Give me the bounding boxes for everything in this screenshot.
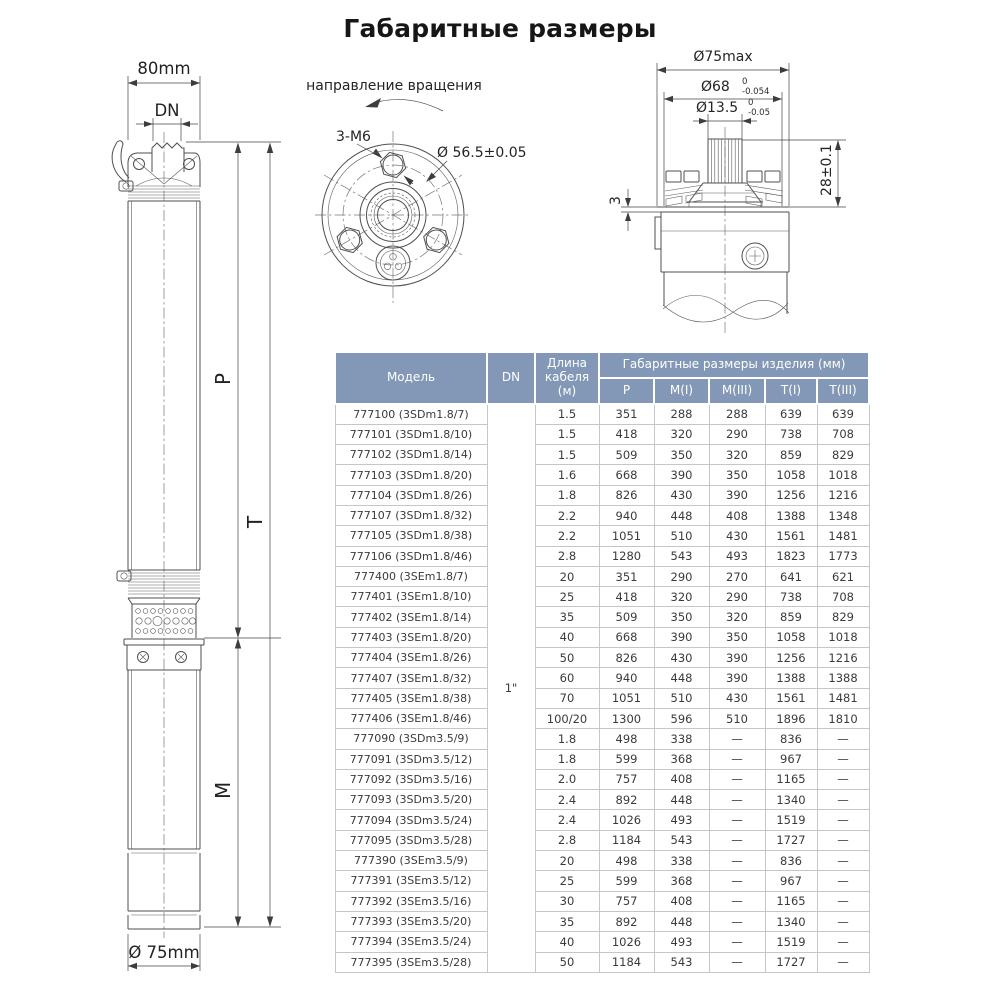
cell-m3: 350 — [709, 465, 765, 485]
cell-t1: 1561 — [765, 688, 817, 708]
cell-cable-length: 2.4 — [535, 790, 599, 810]
cell-t1: 1727 — [765, 830, 817, 850]
cell-cable-length: 70 — [535, 688, 599, 708]
cell-model: 777102 (3SDm1.8/14) — [335, 445, 487, 465]
cell-t3: 1810 — [817, 708, 869, 728]
rotation-direction-label: направление вращения — [306, 78, 482, 94]
cell-model: 777106 (3SDm1.8/46) — [335, 546, 487, 566]
cell-cable-length: 2.2 — [535, 526, 599, 546]
cell-t3: 1018 — [817, 465, 869, 485]
cell-cable-length: 30 — [535, 891, 599, 911]
cell-p: 1051 — [599, 526, 654, 546]
cell-t1: 1519 — [765, 932, 817, 952]
cell-p: 940 — [599, 668, 654, 688]
cell-t1: 967 — [765, 871, 817, 891]
cell-t1: 836 — [765, 729, 817, 749]
table-row — [335, 607, 869, 627]
cell-m1: 350 — [654, 445, 709, 465]
cell-t1: 639 — [765, 404, 817, 424]
cell-t1: 1561 — [765, 526, 817, 546]
cell-model: 777104 (3SDm1.8/26) — [335, 485, 487, 505]
cell-t1: 1165 — [765, 891, 817, 911]
header-m1: M(I) — [654, 378, 709, 404]
cell-cable-length: 1.5 — [535, 445, 599, 465]
cell-p: 668 — [599, 627, 654, 647]
dimensions-table-wrap — [334, 351, 868, 973]
cell-model: 777401 (3SEm1.8/10) — [335, 587, 487, 607]
cell-p: 1051 — [599, 688, 654, 708]
cell-m1: 448 — [654, 790, 709, 810]
dim-d13-tol-upper: 0 — [748, 98, 754, 108]
cell-t3: 1481 — [817, 688, 869, 708]
cell-model: 777105 (3SDm1.8/38) — [335, 526, 487, 546]
page-title: Габаритные размеры — [343, 14, 657, 43]
cell-cable-length: 1.8 — [535, 729, 599, 749]
cell-dn: 1" — [487, 404, 535, 972]
cell-p: 892 — [599, 790, 654, 810]
table-row — [335, 424, 869, 444]
cell-p: 826 — [599, 648, 654, 668]
cell-m1: 543 — [654, 952, 709, 972]
cell-cable-length: 50 — [535, 952, 599, 972]
cell-cable-length: 20 — [535, 851, 599, 871]
cell-model: 777404 (3SEm1.8/26) — [335, 648, 487, 668]
cell-p: 668 — [599, 465, 654, 485]
cell-t1: 738 — [765, 424, 817, 444]
dim-d68-tol-lower: -0.054 — [742, 87, 770, 97]
cell-m3: — — [709, 769, 765, 789]
dim-t-label: T — [243, 515, 267, 528]
cell-t1: 1388 — [765, 505, 817, 525]
cell-m3: — — [709, 790, 765, 810]
cell-p: 940 — [599, 505, 654, 525]
cell-m3: 430 — [709, 526, 765, 546]
dimensions-table — [334, 351, 870, 973]
cell-m1: 408 — [654, 769, 709, 789]
cell-model: 777095 (3SDm3.5/28) — [335, 830, 487, 850]
cell-m1: 320 — [654, 424, 709, 444]
cell-m3: — — [709, 952, 765, 972]
cell-m3: — — [709, 810, 765, 830]
cell-cable-length: 2.2 — [535, 505, 599, 525]
cell-p: 1184 — [599, 830, 654, 850]
cell-model: 777094 (3SDm3.5/24) — [335, 810, 487, 830]
cell-model: 777392 (3SEm3.5/16) — [335, 891, 487, 911]
cell-model: 777394 (3SEm3.5/24) — [335, 932, 487, 952]
cell-t3: — — [817, 851, 869, 871]
cell-model: 777090 (3SDm3.5/9) — [335, 729, 487, 749]
cell-m1: 596 — [654, 708, 709, 728]
cell-m1: 338 — [654, 851, 709, 871]
table-row — [335, 485, 869, 505]
cell-t1: 738 — [765, 587, 817, 607]
cell-cable-length: 40 — [535, 932, 599, 952]
cell-t3: — — [817, 729, 869, 749]
cell-p: 1280 — [599, 546, 654, 566]
table-row — [335, 810, 869, 830]
cell-t1: 1256 — [765, 485, 817, 505]
table-row — [335, 668, 869, 688]
cell-m3: 270 — [709, 566, 765, 586]
header-t1: T(I) — [765, 378, 817, 404]
pump-side-drawing — [85, 46, 300, 986]
cell-model: 777093 (3SDm3.5/20) — [335, 790, 487, 810]
cell-cable-length: 2.0 — [535, 769, 599, 789]
cell-p: 509 — [599, 607, 654, 627]
cell-t3: — — [817, 952, 869, 972]
cell-m3: — — [709, 830, 765, 850]
cell-t3: — — [817, 749, 869, 769]
cell-p: 757 — [599, 891, 654, 911]
table-header — [335, 352, 869, 404]
cell-t3: 1773 — [817, 546, 869, 566]
bolts-label: 3-M6 — [336, 129, 371, 145]
cell-t3: 708 — [817, 424, 869, 444]
cell-p: 1026 — [599, 810, 654, 830]
cell-model: 777391 (3SEm3.5/12) — [335, 871, 487, 891]
cell-m1: 338 — [654, 729, 709, 749]
cell-m1: 448 — [654, 668, 709, 688]
cell-model: 777107 (3SDm1.8/32) — [335, 505, 487, 525]
cell-t3: 1018 — [817, 627, 869, 647]
table-row — [335, 891, 869, 911]
cell-p: 498 — [599, 851, 654, 871]
cell-p: 498 — [599, 729, 654, 749]
cell-cable-length: 1.8 — [535, 485, 599, 505]
cell-m3: 350 — [709, 627, 765, 647]
cell-model: 777400 (3SEm1.8/7) — [335, 566, 487, 586]
cell-p: 1184 — [599, 952, 654, 972]
header-dn: DN — [487, 352, 535, 404]
cell-m3: 390 — [709, 648, 765, 668]
cell-m1: 493 — [654, 932, 709, 952]
header-model: Модель — [335, 352, 487, 404]
cell-cable-length: 100/20 — [535, 708, 599, 728]
cell-cable-length: 2.8 — [535, 830, 599, 850]
cell-t3: — — [817, 871, 869, 891]
cell-p: 599 — [599, 749, 654, 769]
cell-p: 826 — [599, 485, 654, 505]
cell-m3: 430 — [709, 688, 765, 708]
cell-cable-length: 1.8 — [535, 749, 599, 769]
cell-model: 777405 (3SEm1.8/38) — [335, 688, 487, 708]
cell-t3: 639 — [817, 404, 869, 424]
table-row — [335, 404, 869, 424]
cell-m3: 493 — [709, 546, 765, 566]
table-row — [335, 648, 869, 668]
cell-m1: 430 — [654, 648, 709, 668]
cell-t1: 1340 — [765, 790, 817, 810]
cell-model: 777101 (3SDm1.8/10) — [335, 424, 487, 444]
cell-p: 599 — [599, 871, 654, 891]
dim-d13-label: Ø13.5 — [696, 100, 739, 116]
cell-p: 1300 — [599, 708, 654, 728]
cell-cable-length: 1.5 — [535, 404, 599, 424]
cell-t1: 836 — [765, 851, 817, 871]
cell-m1: 290 — [654, 566, 709, 586]
cell-t1: 1165 — [765, 769, 817, 789]
cell-t3: 621 — [817, 566, 869, 586]
cell-m1: 510 — [654, 688, 709, 708]
cell-t1: 859 — [765, 607, 817, 627]
cell-model: 777092 (3SDm3.5/16) — [335, 769, 487, 789]
cell-cable-length: 25 — [535, 871, 599, 891]
cell-t1: 967 — [765, 749, 817, 769]
cell-cable-length: 2.8 — [535, 546, 599, 566]
cell-m3: 510 — [709, 708, 765, 728]
cell-m1: 320 — [654, 587, 709, 607]
dim-d13-tol-lower: -0.05 — [748, 108, 770, 118]
dim-d68-label: Ø68 — [701, 79, 730, 95]
dim-80mm-label: 80mm — [137, 59, 191, 78]
header-t3: T(III) — [817, 378, 869, 404]
cell-m1: 368 — [654, 871, 709, 891]
cell-cable-length: 60 — [535, 668, 599, 688]
table-row — [335, 566, 869, 586]
cell-m1: 543 — [654, 546, 709, 566]
table-row — [335, 505, 869, 525]
terminal-left — [665, 171, 703, 206]
cell-m3: — — [709, 871, 765, 891]
cell-t3: — — [817, 790, 869, 810]
cell-t1: 1823 — [765, 546, 817, 566]
cell-model: 777402 (3SEm1.8/14) — [335, 607, 487, 627]
cell-model: 777406 (3SEm1.8/46) — [335, 708, 487, 728]
table-row — [335, 708, 869, 728]
cell-m3: — — [709, 891, 765, 911]
cell-cable-length: 35 — [535, 911, 599, 931]
table-row — [335, 871, 869, 891]
dim-d68-tol-upper: 0 — [742, 77, 748, 87]
cell-cable-length: 20 — [535, 566, 599, 586]
dim-p-label: P — [211, 372, 235, 385]
cell-t3: — — [817, 891, 869, 911]
cell-p: 509 — [599, 445, 654, 465]
table-row — [335, 830, 869, 850]
cell-model: 777100 (3SDm1.8/7) — [335, 404, 487, 424]
table-row — [335, 911, 869, 931]
dim-d75max-label: Ø75max — [693, 49, 753, 65]
cell-p: 351 — [599, 566, 654, 586]
cell-model: 777390 (3SEm3.5/9) — [335, 851, 487, 871]
cell-t3: — — [817, 769, 869, 789]
dim-height28-label: 28±0.1 — [819, 144, 835, 196]
cell-t1: 1896 — [765, 708, 817, 728]
cell-m1: 448 — [654, 505, 709, 525]
cell-m3: 408 — [709, 505, 765, 525]
cell-t3: 1481 — [817, 526, 869, 546]
cell-cable-length: 50 — [535, 648, 599, 668]
dim-gap3-label: 3 — [608, 196, 624, 205]
cell-t3: 1216 — [817, 485, 869, 505]
cell-m1: 430 — [654, 485, 709, 505]
header-m3: M(III) — [709, 378, 765, 404]
header-cable-length: Длина кабеля (м) — [535, 352, 599, 404]
cell-t1: 1519 — [765, 810, 817, 830]
cell-m1: 408 — [654, 891, 709, 911]
cell-model: 777407 (3SEm1.8/32) — [335, 668, 487, 688]
cell-t1: 859 — [765, 445, 817, 465]
cell-t1: 1340 — [765, 911, 817, 931]
table-row — [335, 851, 869, 871]
cell-m3: 320 — [709, 445, 765, 465]
cell-m3: — — [709, 911, 765, 931]
cell-t3: 1348 — [817, 505, 869, 525]
table-row — [335, 627, 869, 647]
cell-cable-length: 35 — [535, 607, 599, 627]
cell-t1: 1058 — [765, 627, 817, 647]
cell-cable-length: 2.4 — [535, 810, 599, 830]
cell-t3: 1216 — [817, 648, 869, 668]
cell-cable-length: 1.6 — [535, 465, 599, 485]
cell-m3: 390 — [709, 485, 765, 505]
table-row — [335, 546, 869, 566]
cell-p: 418 — [599, 587, 654, 607]
cell-m1: 448 — [654, 911, 709, 931]
cell-t3: 829 — [817, 445, 869, 465]
cell-t1: 1727 — [765, 952, 817, 972]
table-row — [335, 729, 869, 749]
flange-top-drawing — [300, 68, 545, 310]
header-p: P — [599, 378, 654, 404]
cell-model: 777091 (3SDm3.5/12) — [335, 749, 487, 769]
table-row — [335, 932, 869, 952]
table-row — [335, 769, 869, 789]
cell-model: 777395 (3SEm3.5/28) — [335, 952, 487, 972]
cell-t3: 829 — [817, 607, 869, 627]
cell-cable-length: 25 — [535, 587, 599, 607]
cell-model: 777403 (3SEm1.8/20) — [335, 627, 487, 647]
cell-m3: — — [709, 729, 765, 749]
cell-m1: 493 — [654, 810, 709, 830]
table-row — [335, 749, 869, 769]
dim-dn-label: DN — [154, 101, 180, 120]
cell-t3: — — [817, 911, 869, 931]
table-row — [335, 465, 869, 485]
dim-d75-bottom-label: Ø 75mm — [128, 943, 200, 962]
cell-p: 418 — [599, 424, 654, 444]
cell-t1: 1058 — [765, 465, 817, 485]
cell-t1: 641 — [765, 566, 817, 586]
cell-t1: 1256 — [765, 648, 817, 668]
cell-m1: 543 — [654, 830, 709, 850]
cell-t3: — — [817, 830, 869, 850]
cell-m3: — — [709, 932, 765, 952]
cell-m1: 288 — [654, 404, 709, 424]
cell-p: 1026 — [599, 932, 654, 952]
cell-m3: 290 — [709, 587, 765, 607]
table-row — [335, 688, 869, 708]
cell-model: 777103 (3SDm1.8/20) — [335, 465, 487, 485]
cell-m3: 320 — [709, 607, 765, 627]
cell-cable-length: 1.5 — [535, 424, 599, 444]
shaft-end-drawing — [595, 40, 855, 345]
cell-t3: 708 — [817, 587, 869, 607]
cell-t3: — — [817, 810, 869, 830]
cell-t3: 1388 — [817, 668, 869, 688]
header-dims-group: Габаритные размеры изделия (мм) — [599, 352, 869, 378]
cell-cable-length: 40 — [535, 627, 599, 647]
cell-t1: 1388 — [765, 668, 817, 688]
cell-p: 892 — [599, 911, 654, 931]
table-row — [335, 790, 869, 810]
cell-p: 351 — [599, 404, 654, 424]
cell-m3: 288 — [709, 404, 765, 424]
table-row — [335, 526, 869, 546]
table-row — [335, 587, 869, 607]
cell-m3: — — [709, 749, 765, 769]
cell-m1: 368 — [654, 749, 709, 769]
cell-m3: 390 — [709, 668, 765, 688]
cell-p: 757 — [599, 769, 654, 789]
cell-m1: 390 — [654, 465, 709, 485]
dim-m-label: M — [211, 781, 235, 799]
cell-m1: 390 — [654, 627, 709, 647]
cell-t3: — — [817, 932, 869, 952]
table-row — [335, 952, 869, 972]
cell-m3: 290 — [709, 424, 765, 444]
cell-model: 777393 (3SEm3.5/20) — [335, 911, 487, 931]
cell-m1: 350 — [654, 607, 709, 627]
cell-m1: 510 — [654, 526, 709, 546]
table-row — [335, 445, 869, 465]
bolt-circle-label: Ø 56.5±0.05 — [437, 145, 527, 161]
cell-m3: — — [709, 851, 765, 871]
table-body — [335, 404, 869, 972]
